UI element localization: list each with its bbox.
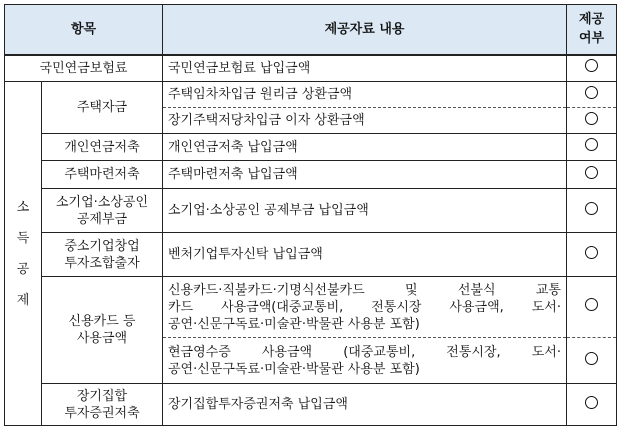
header-content: 제공자료 내용 (163, 5, 567, 55)
row-content-pension: 국민연금보험료 납입금액 (163, 55, 567, 82)
row-label-card: 신용카드 등 사용금액 (42, 277, 163, 384)
row-content-startup: 벤처기업투자신탁 납입금액 (163, 233, 567, 277)
provided-cell (567, 233, 617, 277)
provided-circle-icon (585, 112, 598, 125)
provided-cell (567, 277, 617, 338)
group-label-income-deduction (5, 82, 42, 426)
group-label-char: 공 (16, 261, 30, 277)
group-label-char: 득 (16, 230, 30, 246)
row-content-small-business: 소기업·소상공인 공제부금 납입금액 (163, 189, 567, 233)
row-content-personal-pension: 개인연금저축 납입금액 (163, 134, 567, 161)
provided-cell (567, 384, 617, 426)
card-content-line: 공연·신문구독료·미술관·박물관 사용분 포함) (168, 316, 420, 332)
provided-cell (567, 55, 617, 82)
row-label-housing-savings: 주택마련저축 (42, 161, 163, 189)
header-item: 항목 (5, 5, 163, 55)
provided-circle-icon (585, 396, 598, 409)
provided-cell (567, 189, 617, 233)
provided-circle-icon (585, 202, 598, 215)
card-content-line: 공연·신문구독료·미술관·박물관 사용분 포함) (168, 361, 420, 377)
row-label-small-business: 소기업·소상공인 공제부금 (42, 189, 163, 233)
card-content-line: 신용카드·직불카드·기명식선불카드 및 선불식 교통 (168, 282, 561, 298)
row-content-housing-1: 주택임차차입금 원리금 상환금액 (163, 82, 567, 108)
row-label-pension: 국민연금보험료 (5, 55, 163, 82)
provided-circle-icon (585, 246, 598, 259)
card-content-line: 현금영수증 사용금액 (대중교통비, 전통시장, 도서· (168, 344, 561, 360)
row-label-housing: 주택자금 (42, 82, 163, 134)
row-content-card-1 (163, 277, 567, 338)
provided-cell (567, 161, 617, 189)
provided-circle-icon (585, 86, 598, 99)
group-label-char: 제 (16, 292, 30, 308)
row-label-personal-pension: 개인연금저축 (42, 134, 163, 161)
provided-circle-icon (585, 298, 598, 311)
row-content-housing-2: 장기주택저당차입금 이자 상환금액 (163, 108, 567, 134)
row-content-long-term: 장기집합투자증권저축 납입금액 (163, 384, 567, 426)
provided-cell (567, 338, 617, 384)
deduction-data-table (4, 4, 617, 426)
row-label-startup: 중소기업창업 투자조합출자 (42, 233, 163, 277)
provided-cell (567, 82, 617, 108)
row-content-card-2 (163, 338, 567, 384)
provided-circle-icon (585, 138, 598, 151)
provided-cell (567, 108, 617, 134)
provided-circle-icon (585, 59, 598, 72)
provided-cell (567, 134, 617, 161)
row-label-long-term: 장기집합 투자증권저축 (42, 384, 163, 426)
row-content-housing-savings: 주택마련저축 납입금액 (163, 161, 567, 189)
card-content-line: 카드 사용금액(대중교통비, 전통시장 사용금액, 도서· (168, 299, 561, 315)
provided-circle-icon (585, 352, 598, 365)
group-label-char: 소 (16, 199, 30, 215)
header-provided: 제공 여부 (567, 5, 617, 55)
provided-circle-icon (585, 166, 598, 179)
